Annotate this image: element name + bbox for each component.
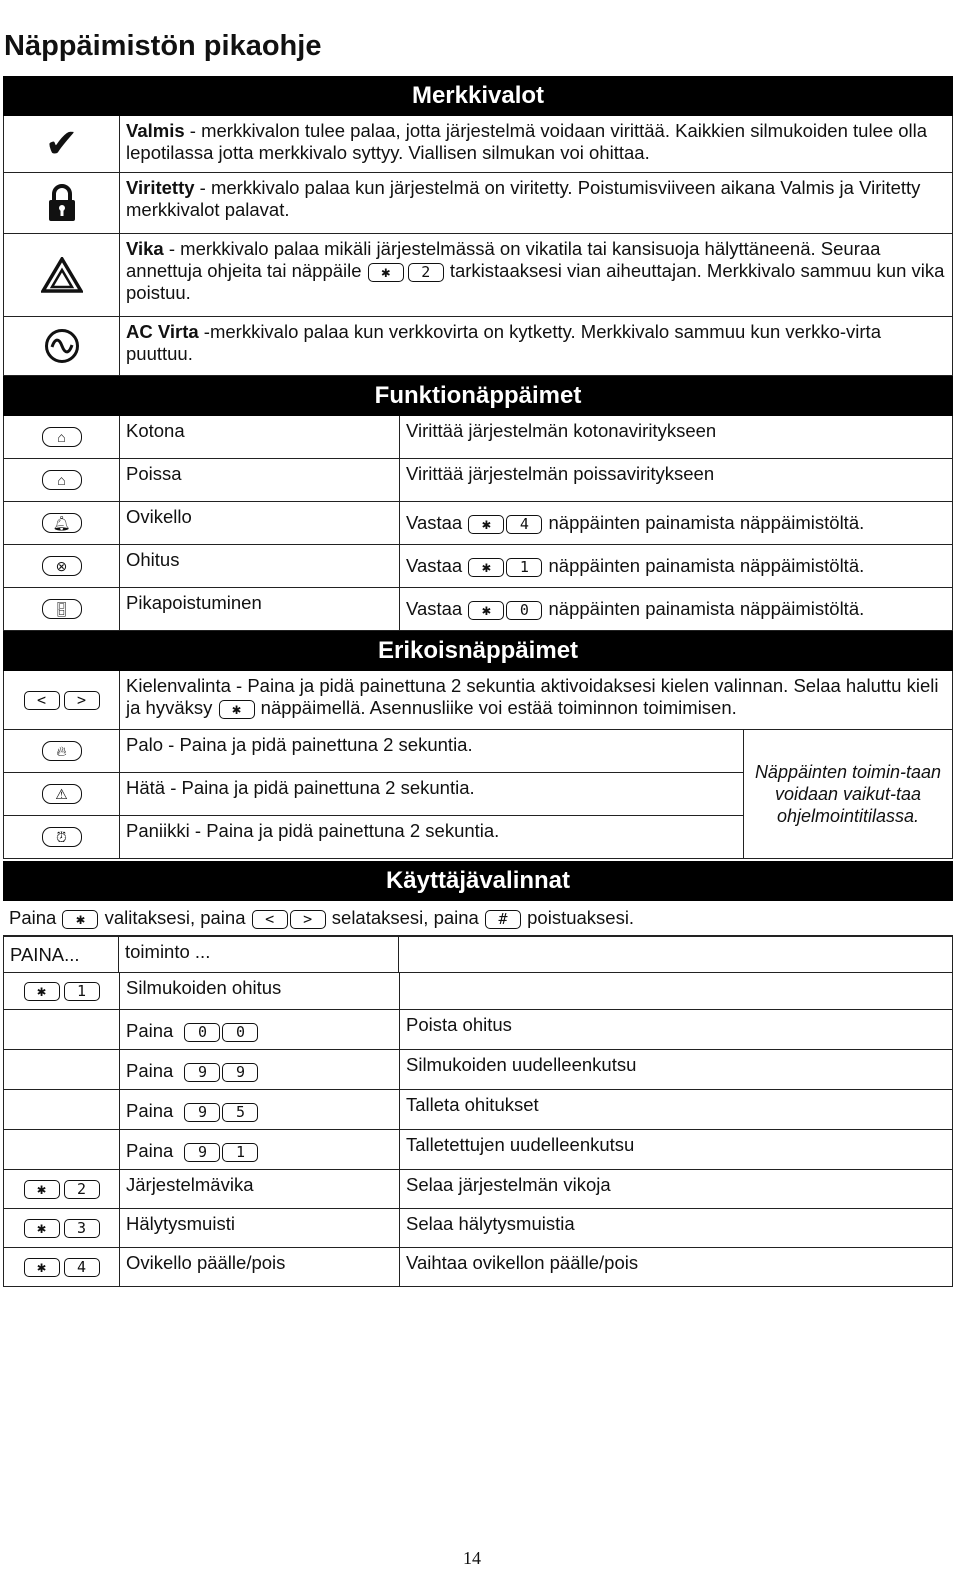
command-label: Järjestelmävika [120, 1170, 400, 1208]
special-row-language [3, 671, 953, 730]
user-intro [3, 901, 953, 936]
digit-key: 9 [184, 1143, 220, 1162]
language-text-cont: näppäimellä. Asennusliike voi estää toiminnon toimimisen. [255, 697, 737, 718]
user-command-row [3, 1209, 953, 1248]
star-key: ✱ [468, 515, 504, 534]
bypass-sub-row [3, 1090, 953, 1130]
emergency-keys-block [3, 730, 953, 859]
indicator-name: AC Virta [126, 321, 199, 342]
page-title: Näppäimistön pikaohje [4, 30, 322, 62]
special-row-panic [3, 816, 743, 859]
function-desc: Virittää järjestelmän kotonaviritykseen [406, 420, 717, 441]
left-arrow-key: < [24, 691, 60, 710]
intro-text: poistuaksesi. [527, 907, 635, 928]
star-key: ✱ [24, 1219, 60, 1238]
hash-key: # [485, 910, 521, 929]
star-key: ✱ [24, 1180, 60, 1199]
digit-key: 9 [222, 1063, 258, 1082]
command-label: Hälytysmuisti [120, 1209, 400, 1247]
command-desc: Selaa järjestelmän vikoja [406, 1174, 611, 1195]
section-header-functions: Funktionäppäimet [3, 376, 953, 416]
special-row-fire [3, 730, 743, 773]
emergency-triangle-icon: ⚠︎ [42, 784, 82, 804]
command-desc: Vaihtaa ovikellon päälle/pois [406, 1252, 639, 1273]
bypass-sub-desc: Talletettujen uudelleenkutsu [406, 1134, 635, 1155]
quick-exit-door-icon: 🚪︎ [42, 599, 82, 619]
key-1: 1 [64, 982, 100, 1001]
section-header-indicators: Merkkivalot [3, 76, 953, 116]
bypass-sub-desc: Talleta ohitukset [406, 1094, 539, 1115]
fire-key-icon: 🔥︎ [42, 741, 82, 761]
function-row [3, 545, 953, 588]
indicator-text: - merkkivalo palaa kun järjestelmä on viritetty. Poistumisviiveen aikana Valmis ja Viritetty merkkivalot palavat. [126, 177, 921, 220]
away-key-icon: ⌂ [42, 470, 82, 490]
indicator-text: - merkkivalo palaa mikäli järjestelmässä on vikatila tai kansisuoja hälyttäneenä. Seuraa annettuja ohjeita tai näppäile [126, 238, 881, 281]
section-header-user: Käyttäjävalinnat [3, 861, 953, 901]
press-word: Paina [126, 1140, 174, 1161]
digit-key: 0 [222, 1023, 258, 1042]
language-text: Kielenvalinta - Paina ja pidä painettuna 2 sekuntia aktivoidaksesi kielen valinnan. Selaa haluttu kieli ja hyväksy [126, 675, 939, 718]
function-desc: Virittää järjestelmän poissaviritykseen [406, 463, 715, 484]
function-label: Poissa [120, 459, 400, 501]
panic-alarm-icon: ⏰︎ [42, 827, 82, 847]
press-word: Paina [126, 1100, 174, 1121]
emergency-text: Hätä - Paina ja pidä painettuna 2 sekuntia. [126, 777, 475, 798]
function-label: Ohitus [120, 545, 400, 587]
star-key: ✱ [24, 1258, 60, 1277]
star-key: ✱ [62, 910, 98, 929]
bypass-sub-row [3, 1050, 953, 1090]
digit-key: 2 [64, 1180, 100, 1199]
right-arrow-key: > [64, 691, 100, 710]
page-number: 14 [463, 1548, 481, 1568]
indicator-row-ready [3, 116, 953, 173]
checkmark-icon: ✔ [44, 122, 79, 166]
indicator-name: Viritetty [126, 177, 195, 198]
star-key: ✱ [24, 982, 60, 1001]
bypass-label: Silmukoiden ohitus [120, 973, 400, 1009]
indicator-name: Vika [126, 238, 164, 259]
quick-guide-table [3, 76, 953, 1287]
function-row [3, 459, 953, 502]
ac-power-icon [44, 328, 80, 364]
bypass-sub-row [3, 1010, 953, 1050]
star-key: ✱ [468, 601, 504, 620]
panic-text: Paniikki - Paina ja pidä painettuna 2 sekuntia. [126, 820, 500, 841]
right-arrow-key: > [290, 910, 326, 929]
function-row [3, 502, 953, 545]
col-press: PAINA... [4, 937, 119, 972]
left-arrow-key: < [252, 910, 288, 929]
digit-key: 1 [222, 1143, 258, 1162]
command-desc: Selaa hälytysmuistia [406, 1213, 575, 1234]
digit-key: 4 [64, 1258, 100, 1277]
command-label: Ovikello päälle/pois [120, 1248, 400, 1286]
digit-key: 4 [506, 515, 542, 534]
padlock-icon [47, 183, 77, 223]
digit-key: 3 [64, 1219, 100, 1238]
programming-note: Näppäinten toimin-taan voidaan vaikut-taa ohjelmointitilassa. [743, 730, 953, 859]
bypass-sub-desc: Poista ohitus [406, 1014, 512, 1035]
col-function: toiminto ... [119, 937, 399, 972]
user-column-header [3, 936, 953, 973]
fire-text: Palo - Paina ja pidä painettuna 2 sekuntia. [126, 734, 473, 755]
indicator-row-armed [3, 173, 953, 234]
indicator-text-cont: tarkistaaksesi vian aiheuttajan. Merkkivalo sammuu kun vika poistuu. [126, 260, 945, 303]
function-label: Ovikello [120, 502, 400, 544]
bypass-sub-row [3, 1130, 953, 1170]
user-command-row [3, 1170, 953, 1209]
digit-key: 9 [184, 1103, 220, 1122]
press-word: Paina [126, 1060, 174, 1081]
digit-key: 0 [506, 601, 542, 620]
indicator-row-trouble [3, 234, 953, 317]
function-label: Pikapoistuminen [120, 588, 400, 630]
function-desc-cont: näppäinten painamista näppäimistöltä. [548, 555, 865, 576]
key-2: 2 [408, 263, 444, 282]
indicator-name: Valmis [126, 120, 185, 141]
function-row [3, 416, 953, 459]
section-header-special: Erikoisnäppäimet [3, 631, 953, 671]
bypass-sub-desc: Silmukoiden uudelleenkutsu [406, 1054, 637, 1075]
star-key: ✱ [219, 700, 255, 719]
star-key: ✱ [368, 263, 404, 282]
digit-key: 0 [184, 1023, 220, 1042]
user-row-bypass [3, 973, 953, 1010]
bypass-x-icon: ⊗ [42, 556, 82, 576]
special-row-emergency [3, 773, 743, 816]
digit-key: 9 [184, 1063, 220, 1082]
press-word: Paina [126, 1020, 174, 1041]
function-desc: Vastaa [406, 512, 463, 533]
digit-key: 1 [506, 558, 542, 577]
function-row [3, 588, 953, 631]
home-key-icon: ⌂ [42, 427, 82, 447]
function-label: Kotona [120, 416, 400, 458]
indicator-text: - merkkivalon tulee palaa, jotta järjestelmä voidaan virittää. Kaikkien silmukoiden tulee olla lepotilassa jotta merkkivalo syttyy. Viallisen silmukan voi ohittaa. [126, 120, 928, 163]
function-desc-cont: näppäinten painamista näppäimistöltä. [548, 512, 865, 533]
function-desc: Vastaa [406, 598, 463, 619]
function-desc-cont: näppäinten painamista näppäimistöltä. [548, 598, 865, 619]
indicator-text: -merkkivalo palaa kun verkkovirta on kytketty. Merkkivalo sammuu kun verkko-virta puuttuu. [126, 321, 881, 364]
intro-text: selataksesi, paina [331, 907, 479, 928]
trouble-triangle-icon [41, 257, 83, 293]
function-desc: Vastaa [406, 555, 463, 576]
intro-text: valitaksesi, paina [104, 907, 246, 928]
indicator-row-ac [3, 317, 953, 376]
star-key: ✱ [468, 558, 504, 577]
digit-key: 5 [222, 1103, 258, 1122]
intro-text: Paina [9, 907, 57, 928]
chime-bell-icon: 🔔︎ [42, 513, 82, 533]
user-command-row [3, 1248, 953, 1287]
